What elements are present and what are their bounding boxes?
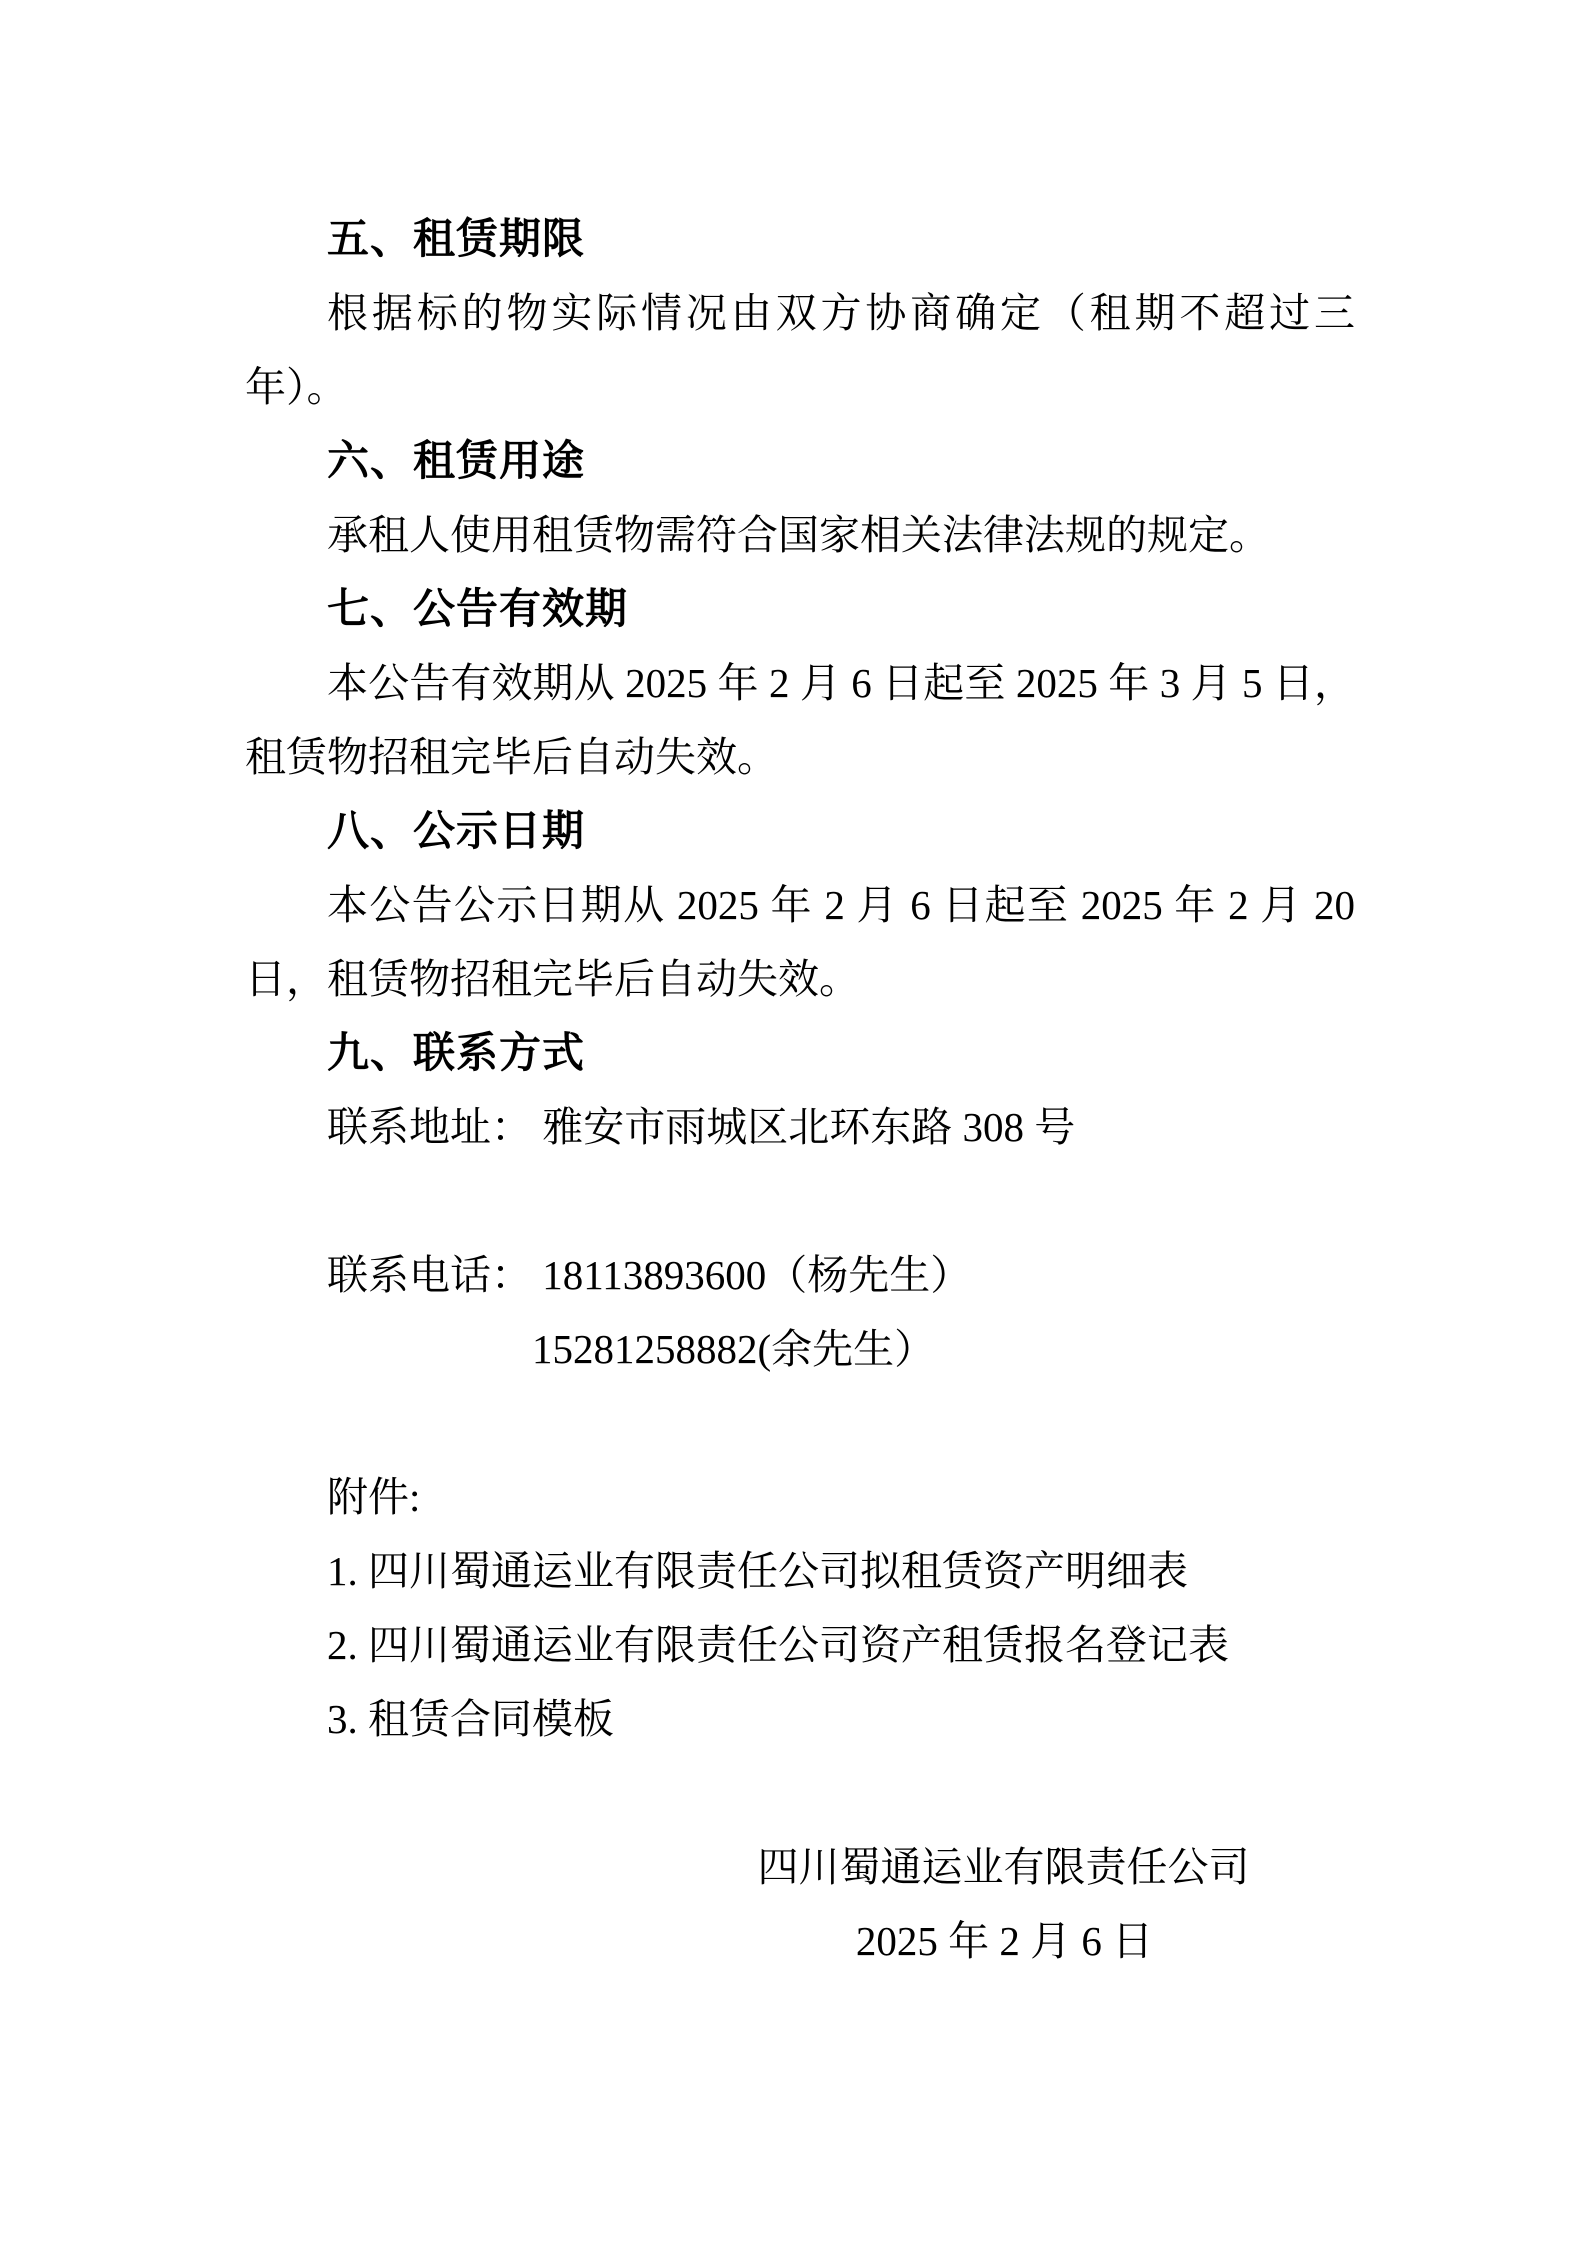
section-5-body-line-1: 根据标的物实际情况由双方协商确定（租期不超过三	[327, 290, 1355, 336]
section-7-body-line-1: 本公告有效期从 2025 年 2 月 6 日起至 2025 年 3 月 5 日，	[327, 660, 1355, 706]
attachment-2: 2. 四川蜀通运业有限责任公司资产租赁报名登记表	[327, 1622, 1229, 1668]
section-7-body-line-2: 租赁物招租完毕后自动失效。	[245, 734, 778, 780]
attachments-label: 附件:	[327, 1474, 421, 1520]
section-8-heading: 八、公示日期	[327, 807, 586, 854]
section-9-heading: 九、联系方式	[327, 1029, 586, 1076]
section-6-heading: 六、租赁用途	[327, 437, 586, 484]
contact-address-line: 联系地址： 雅安市雨城区北环东路 308 号	[327, 1104, 1076, 1150]
section-8-body-line-1: 本公告公示日期从 2025 年 2 月 6 日起至 2025 年 2 月 20	[327, 882, 1355, 928]
attachment-1: 1. 四川蜀通运业有限责任公司拟租赁资产明细表	[327, 1548, 1188, 1594]
section-6-body-line-1: 承租人使用租赁物需符合国家相关法律法规的规定。	[327, 512, 1270, 558]
blank-line	[245, 1164, 1355, 1238]
section-7-heading: 七、公告有效期	[327, 585, 629, 632]
section-8-body-line-2: 日，租赁物招租完毕后自动失效。	[245, 956, 860, 1002]
contact-phone-line-1: 联系电话： 18113893600（杨先生）	[327, 1252, 972, 1298]
section-5-body-line-2: 年）。	[245, 364, 348, 410]
signature-date: 2025 年 2 月 6 日	[855, 1918, 1154, 1964]
document-text-block	[245, 202, 1355, 1978]
signature-company: 四川蜀通运业有限责任公司	[757, 1844, 1250, 1890]
blank-line	[245, 1756, 1355, 1830]
contact-phone-line-2: 15281258882(余先生）	[532, 1326, 936, 1372]
attachment-3: 3. 租赁合同模板	[327, 1696, 614, 1742]
blank-line	[245, 1386, 1355, 1460]
section-5-heading: 五、租赁期限	[327, 215, 586, 262]
